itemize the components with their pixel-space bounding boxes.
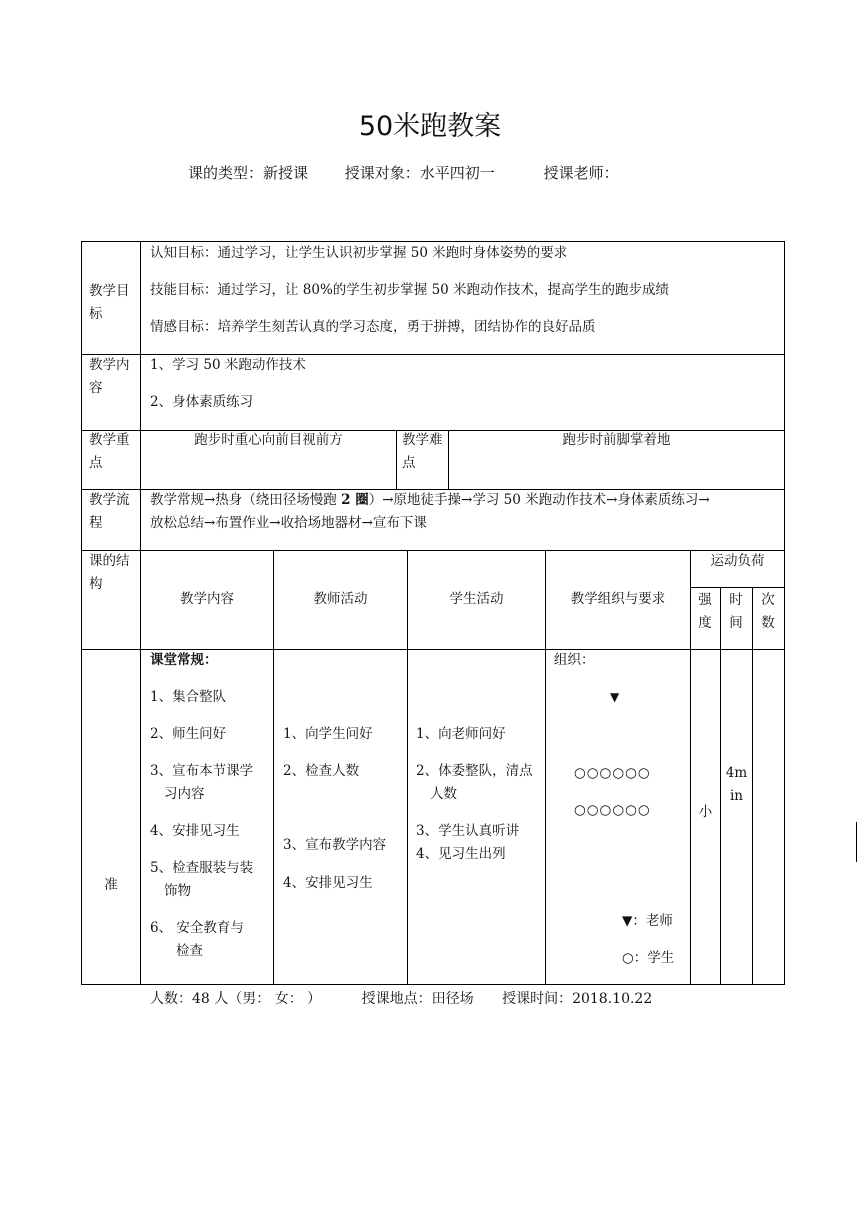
header-load: 运动负荷 [710,553,765,569]
student-activity: 1、向老师问好 [416,726,506,742]
header-org: 教学组织与要求 [570,591,666,607]
header-count: 次数 [761,592,775,631]
legend-teacher: ▼：老师 [622,913,673,929]
header-content: 教学内容 [180,591,234,607]
student-activity: 人数 [430,786,457,802]
student-row: ○○○○○○ [574,765,651,781]
header-student: 学生活动 [449,591,504,607]
lesson-meta [188,162,619,183]
section-label: 准 [104,877,118,893]
teacher-activity: 1、向学生问好 [283,726,373,742]
intensity-value: 小 [698,804,713,820]
routine-item: 3、宣布本节课学 [150,763,254,779]
student-activity: 2、体委整队，清点 [416,763,533,779]
footer-info [150,988,652,1008]
flow-line-1: 教学常规→热身（绕田径场慢跑 2 圈）→原地徒手操→学习 50 米跑动作技术→身体素质练习→ [150,492,710,508]
key-point: 跑步时重心向前目视前方 [194,432,343,448]
content-label: 教学内容 [89,357,130,396]
lesson-target: 授课对象：水平四初一 [344,164,495,182]
teacher-activity: 4、安排见习生 [283,875,373,891]
footer-people: 人数：48 人（男： 女： ） [150,991,322,1007]
time-value-line2: in [729,788,743,804]
difficulty-label: 教学难点 [402,432,443,471]
content-item: 1、学习 50 米跑动作技术 [150,357,306,373]
routine-item: 检查 [176,943,203,959]
lesson-type: 课的类型：新授课 [188,164,309,182]
routine-item: 6、 安全教育与 [150,920,244,936]
time-value-line1: 4m [725,765,748,781]
key-label: 教学重点 [89,432,130,471]
header-intensity: 强度 [698,592,712,631]
routine-item: 1、集合整队 [150,689,227,705]
routine-item: 2、师生问好 [150,726,227,742]
student-row: ○○○○○○ [574,802,651,818]
teacher-activity: 2、检查人数 [283,763,360,779]
goal-affective: 情感目标：培养学生刻苦认真的学习态度，勇于拼搏，团结协作的良好品质 [150,319,596,335]
page-title: 50米跑教案 [358,111,502,142]
lesson-teacher: 授课老师： [543,164,619,182]
routine-item: 4、安排见习生 [150,823,240,839]
goals-label: 教学目标 [89,283,130,322]
teacher-activity: 3、宣布教学内容 [283,837,387,853]
routine-item: 5、检查服装与装 [150,860,254,876]
structure-label: 课的结构 [89,553,130,592]
header-teacher: 教师活动 [313,591,368,607]
routine-title: 课堂常规： [150,652,218,668]
footer-date: 授课时间：2018.10.22 [502,991,653,1007]
teacher-marker-icon: ▼ [610,690,620,704]
student-activity: 4、见习生出列 [416,846,506,862]
routine-item: 习内容 [164,786,205,802]
routine-item: 饰物 [164,883,191,899]
org-title: 组织： [554,652,595,668]
flow-label: 教学流程 [89,492,130,531]
difficulty-point: 跑步时前脚掌着地 [562,432,671,448]
header-time: 时间 [729,592,743,631]
page-edge-mark [856,822,857,862]
content-item: 2、身体素质练习 [150,394,254,410]
footer-place: 授课地点：田径场 [361,991,474,1007]
flow-line-2: 放松总结→布置作业→收拾场地器材→宣布下课 [150,515,427,531]
legend-student: ○：学生 [622,950,675,966]
student-activity: 3、学生认真听讲 [416,823,520,839]
goal-skill: 技能目标：通过学习，让 80%的学生初步掌握 50 米跑动作技术，提高学生的跑步成绩 [150,282,670,298]
goal-cognitive: 认知目标：通过学习，让学生认识初步掌握 50 米跑时身体姿势的要求 [150,245,568,261]
